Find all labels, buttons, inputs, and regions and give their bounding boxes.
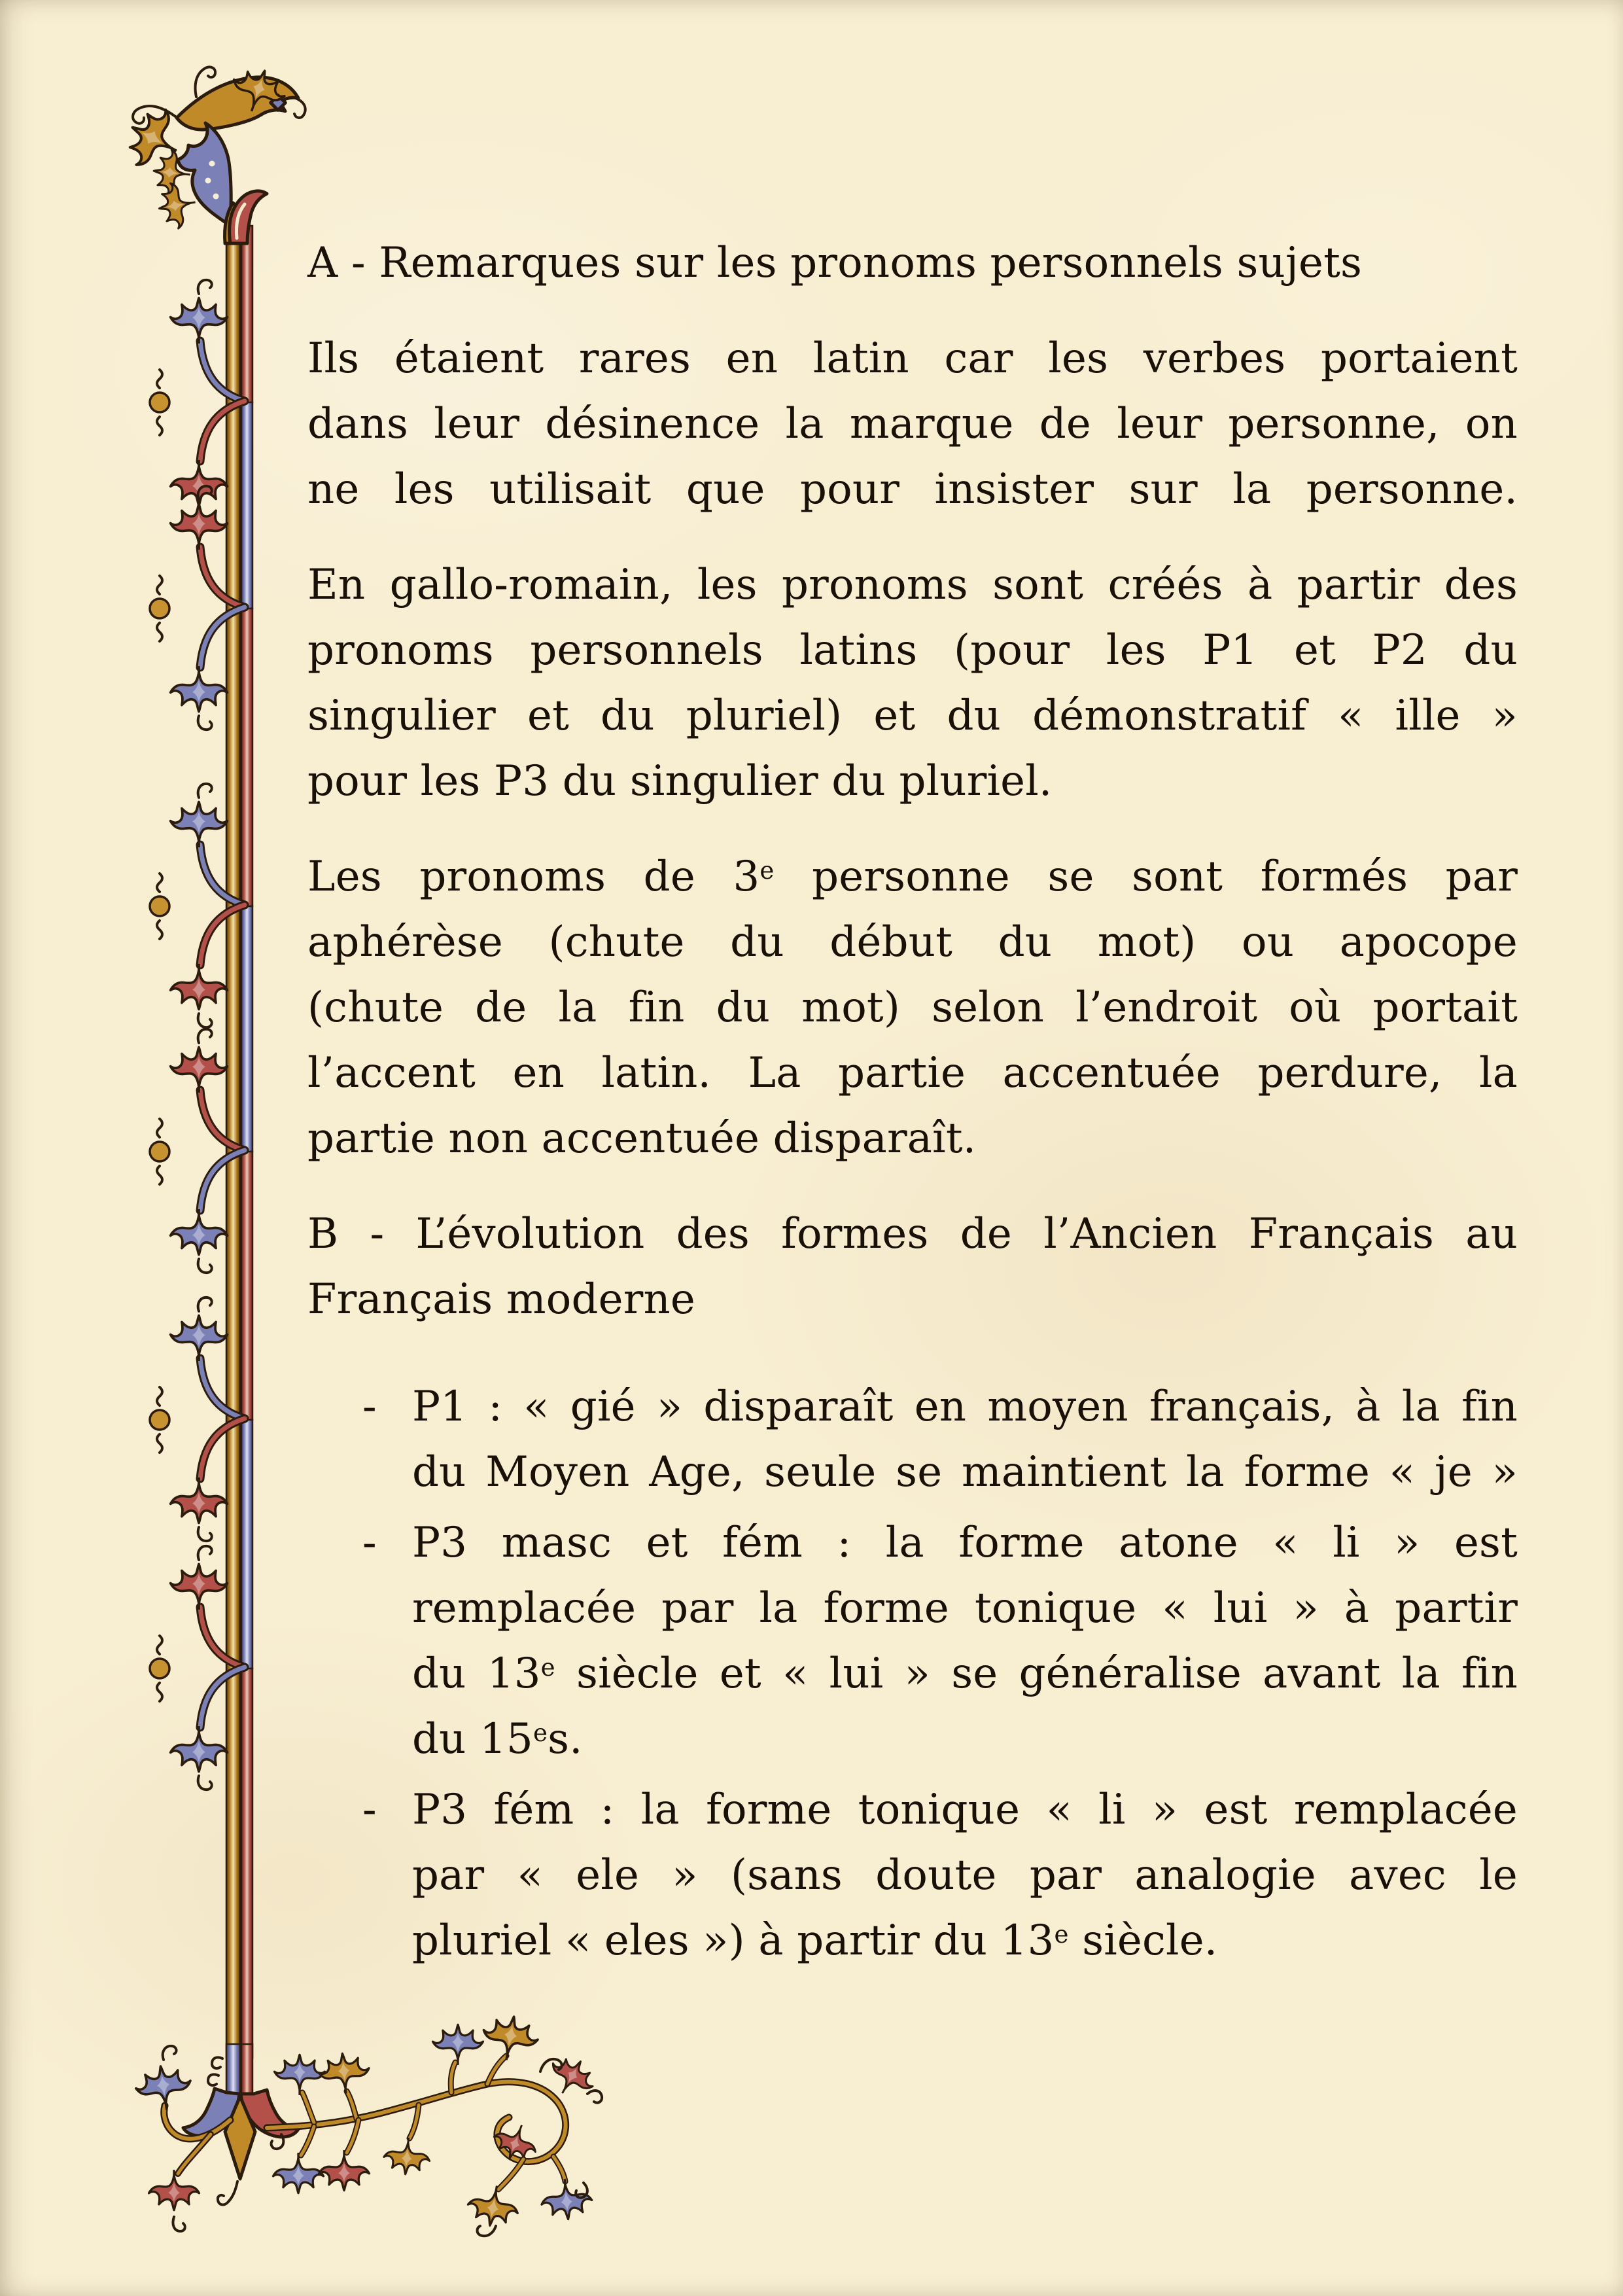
border-top-flourish [118,63,305,243]
paragraph-gallo-roman [307,552,1518,814]
document-text [307,230,1518,1973]
paragraph-latin-pronouns [307,326,1518,522]
list-item-p3-fem [307,1777,1518,1973]
text-line: P3 fém : la forme tonique « li » est remplacée [412,1786,1518,1834]
list-marker: - [362,1519,377,1567]
text-line: remplacée par la forme tonique « lui » à partir [412,1584,1518,1633]
paragraph-third-person [307,844,1518,1171]
text-line: partie non accentuée disparaît. [307,1114,977,1163]
border-sprigs [150,280,245,1790]
text-line: Ils étaient rares en latin car les verbes portaient [307,334,1518,383]
list-marker: - [362,1786,377,1834]
section-b-heading [307,1201,1518,1332]
text-line: dans leur désinence la marque de leur personne, on [307,400,1518,448]
text-line: P3 masc et fém : la forme atone « li » est [412,1519,1518,1567]
text-line: aphérèse (chute du début du mot) ou apocope [307,918,1518,966]
section-a-heading [307,230,1518,296]
text-line: du 13e siècle et « lui » se généralise avant la fin [412,1650,1518,1698]
border-bar [226,226,253,2058]
evolution-list [307,1374,1518,1973]
text-line: par « ele » (sans doute par analogie avec le [412,1851,1518,1899]
text-line: B - L’évolution des formes de l’Ancien Français au [307,1210,1518,1258]
text-line: singulier et du pluriel) et du démonstratif « ille » [307,692,1518,740]
list-item-p1 [307,1374,1518,1505]
text-line: pluriel « eles ») à partir du 13e siècle. [412,1916,1218,1965]
text-line: pronoms personnels latins (pour les P1 et P2 du [307,626,1518,675]
text-line: du Moyen Age, seule se maintient la forme « je » [412,1448,1518,1496]
list-marker: - [362,1383,377,1431]
text-line: du 15es. [412,1715,583,1763]
border-bottom-vine [133,2012,602,2236]
text-line: P1 : « gié » disparaît en moyen français, à la fin [412,1383,1518,1431]
text-line: ne les utilisait que pour insister sur la personne. [307,465,1518,514]
text-line: pour les P3 du singulier du pluriel. [307,757,1053,805]
text-line: l’accent en latin. La partie accentuée perdure, la [307,1049,1518,1097]
text-line: En gallo-romain, les pronoms sont créés à partir des [307,561,1518,609]
list-item-p3-masc-fem [307,1510,1518,1772]
text-line: A - Remarques sur les pronoms personnels sujets [307,239,1363,287]
text-line: Les pronoms de 3e personne se sont formés par [307,853,1518,901]
text-line: Français moderne [307,1275,695,1324]
text-line: (chute de la fin du mot) selon l’endroit où portait [307,983,1518,1032]
